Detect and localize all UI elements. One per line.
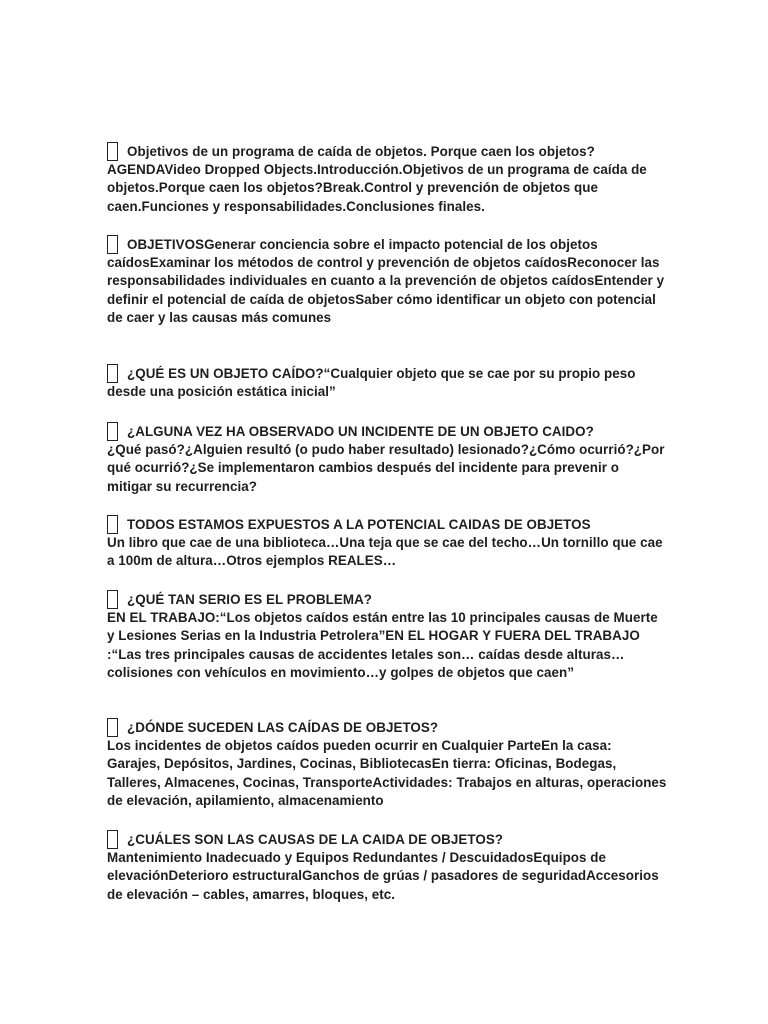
- slide-7: [107, 718, 667, 810]
- missing-glyph-box-icon: [107, 590, 118, 609]
- missing-glyph-box-icon: [107, 422, 118, 441]
- missing-glyph-box-icon: [107, 830, 118, 849]
- missing-glyph-box-icon: [107, 142, 118, 161]
- missing-glyph-box-icon: [107, 364, 118, 383]
- slide-heading: ¿DÓNDE SUCEDEN LAS CAÍDAS DE OBJETOS?: [127, 720, 439, 735]
- slide-body: ¿Qué pasó?¿Alguien resultó (o pudo haber resultado) lesionado?¿Cómo ocurrió?¿Por qué ocurrió?¿Se implementaron cambios después del incidente para prevenir o mitigar su recurrencia?: [107, 442, 665, 494]
- slide-body: Un libro que cae de una biblioteca…Una teja que se cae del techo…Un tornillo que cae a 100m de altura…Otros ejemplos REALES…: [107, 535, 663, 569]
- slide-5: [107, 515, 667, 571]
- slide-heading: ¿ALGUNA VEZ HA OBSERVADO UN INCIDENTE DE UN OBJETO CAIDO?: [127, 424, 594, 439]
- missing-glyph-box-icon: [107, 235, 118, 254]
- slide-body: Los incidentes de objetos caídos pueden ocurrir en Cualquier ParteEn la casa: Garajes, Depósitos, Jardines, Cocinas, BibliotecasEn tierra: Oficinas, Bodegas, Talleres, Almacenes, Cocinas, TransporteActividades: Trabajos en alturas, operaciones de elevación, apilamiento, almacenamiento: [107, 738, 667, 808]
- slide-heading: ¿QUÉ TAN SERIO ES EL PROBLEMA?: [127, 592, 373, 607]
- slide-heading: TODOS ESTAMOS EXPUESTOS A LA POTENCIAL CAIDAS DE OBJETOS: [127, 517, 591, 532]
- missing-glyph-box-icon: [107, 718, 118, 737]
- slide-body: AGENDAVideo Dropped Objects.Introducción.Objetivos de un programa de caída de objetos.Porque caen los objetos?Break.Control y prevención de objetos que caen.Funciones y responsabilidades.Conclusiones finales.: [107, 162, 647, 214]
- slide-heading: OBJETIVOSGenerar conciencia sobre el impacto potencial de los objetos caídosExaminar los métodos de control y prevención de objetos caídosReconocer las responsabilidades individuales en cuanto a la prevención de objetos caídosEntender y definir el potencial de caída de objetosSaber cómo identificar un objeto con potencial de caer y las causas más comunes: [107, 237, 665, 325]
- slide-6: [107, 590, 667, 682]
- slide-3: [107, 364, 667, 401]
- slide-4: [107, 422, 667, 496]
- slide-heading: ¿CUÁLES SON LAS CAUSAS DE LA CAIDA DE OBJETOS?: [127, 832, 504, 847]
- missing-glyph-box-icon: [107, 515, 118, 534]
- slide-heading: ¿QUÉ ES UN OBJETO CAÍDO?“Cualquier objeto que se cae por su propio peso desde una posición estática inicial”: [107, 366, 636, 400]
- slide-8: [107, 830, 667, 904]
- slide-body: Mantenimiento Inadecuado y Equipos Redundantes / DescuidadosEquipos de elevaciónDeterioro estructuralGanchos de grúas / pasadores de seguridadAccesorios de elevación – cables, amarres, bloques, etc.: [107, 850, 659, 902]
- slide-1: [107, 142, 667, 216]
- slide-2: [107, 235, 667, 327]
- slide-body: EN EL TRABAJO:“Los objetos caídos están entre las 10 principales causas de Muerte y Lesiones Serias en la Industria Petrolera”EN EL HOGAR Y FUERA DEL TRABAJO :“Las tres principales causas de accidentes letales son… caídas desde alturas…colisiones con vehículos en movimiento…y golpes de objetos que caen”: [107, 610, 658, 680]
- slide-heading: Objetivos de un programa de caída de objetos. Porque caen los objetos?: [127, 144, 595, 159]
